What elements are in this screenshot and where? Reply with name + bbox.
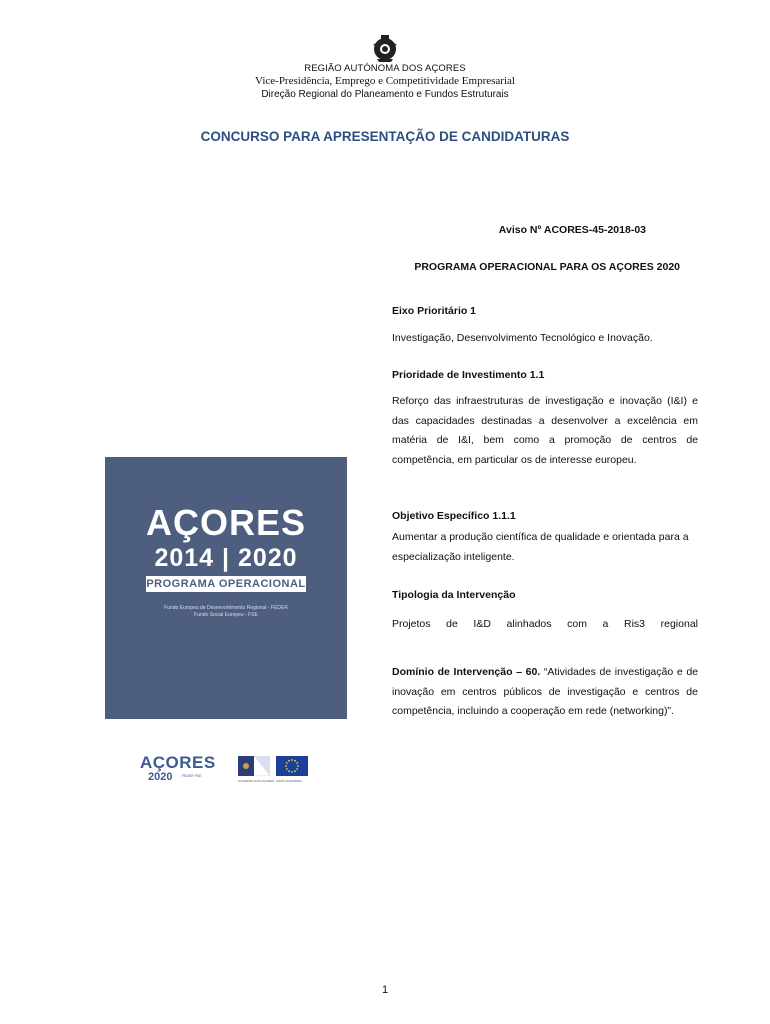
cover-fund-feder: Fundo Europeu de Desenvolvimento Regional - FEDER (164, 605, 288, 611)
dominio-label: Domínio de Intervenção – 60. (392, 666, 541, 678)
acores-logo-sub: FEDER FSE (182, 774, 202, 778)
coat-of-arms-icon (369, 33, 401, 63)
objetivo-text: Aumentar a produção científica de qualidade e orientada para a especialização inteligente. (392, 531, 689, 563)
tipologia-label: Tipologia da Intervenção (392, 589, 516, 601)
eu-flag-icon (276, 756, 308, 776)
prioridade-text: Reforço das infraestruturas de investigação e inovação (I&I) e das capacidades destinadas a desenvolver a excelência em matéria de I&I, bem como a promoção de centros de competência, em particular os de interesse europeu. (392, 395, 698, 466)
program-name: PROGRAMA OPERACIONAL PARA OS AÇORES 2020 (414, 261, 680, 273)
cover-name: AÇORES (145, 502, 307, 543)
cover-years: 2014 | 2020 (154, 544, 298, 572)
cover-fund-fse: Fundo Social Europeu - FSE (194, 612, 258, 618)
tipologia-text: Projetos de I&D alinhados com a Ris3 regional (392, 618, 698, 630)
notice-number: Aviso Nº ACORES-45-2018-03 (498, 224, 646, 236)
acores-logo-year: 2020 (148, 771, 173, 783)
flag1-caption: GOVERNO DOS AÇORES (238, 779, 275, 783)
header-directorate: Direção Regional do Planeamento e Fundos Estruturais (261, 89, 509, 100)
cover-banner: PROGRAMA OPERACIONAL (146, 578, 306, 590)
eixo-text: Investigação, Desenvolvimento Tecnológico e Inovação. (392, 332, 653, 344)
flag2-caption: UNIÃO EUROPEIA (276, 779, 302, 783)
document-title: CONCURSO PARA APRESENTAÇÃO DE CANDIDATURAS (200, 129, 570, 144)
header-region: REGIÃO AUTÓNOMA DOS AÇORES (304, 63, 466, 74)
acores-2020-logo (140, 754, 216, 783)
program-cover-image (105, 457, 347, 719)
objetivo-label: Objetivo Específico 1.1.1 (392, 510, 516, 522)
azores-government-flag-icon (238, 756, 270, 776)
prioridade-label: Prioridade de Investimento 1.1 (392, 369, 545, 381)
eixo-label: Eixo Prioritário 1 (392, 305, 477, 317)
header-vice-presidency: Vice-Presidência, Emprego e Competitividade Empresarial (255, 75, 515, 87)
dominio-text: “Atividades de investigação e de inovação em centros públicos de investigação e centros de competência, incluindo a cooperação em rede (networking)”. (392, 666, 698, 717)
dominio-paragraph (392, 663, 698, 722)
page-number: 1 (381, 984, 389, 996)
acores-logo-text: AÇORES (140, 753, 216, 772)
